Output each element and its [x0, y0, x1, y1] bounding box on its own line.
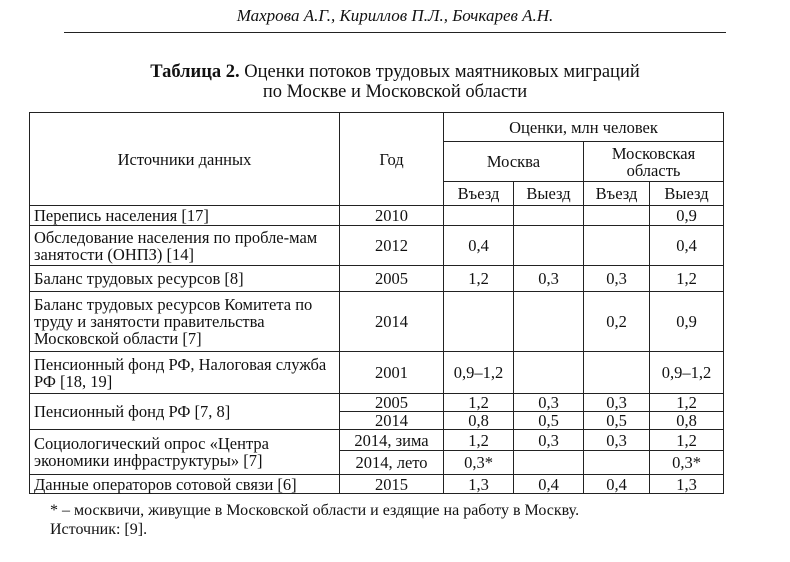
- caption-label: Таблица 2.: [150, 62, 240, 82]
- cell-moscow-exit: [514, 451, 584, 475]
- cell-year: 2012: [340, 226, 444, 266]
- cell-source: Пенсионный фонд РФ, Налоговая служба РФ [18, 19]: [30, 352, 340, 394]
- cell-region-entry: 0,2: [584, 292, 650, 352]
- cell-moscow-entry: 0,3*: [444, 451, 514, 475]
- cell-region-exit: 0,9: [650, 206, 724, 226]
- cell-year: 2005: [340, 266, 444, 292]
- caption-title-1: Оценки потоков трудовых маятниковых миграций: [244, 62, 640, 82]
- header-moscow: Москва: [444, 142, 584, 182]
- cell-moscow-entry: 0,4: [444, 226, 514, 266]
- cell-year: 2014, зима: [340, 430, 444, 451]
- table-row: [30, 226, 724, 266]
- cell-region-entry: 0,4: [584, 475, 650, 494]
- cell-region-exit: 0,9–1,2: [650, 352, 724, 394]
- cell-year: 2010: [340, 206, 444, 226]
- cell-moscow-entry: 1,2: [444, 394, 514, 412]
- header-rule: [64, 32, 726, 33]
- cell-region-entry: [584, 226, 650, 266]
- cell-moscow-entry: 1,2: [444, 266, 514, 292]
- cell-region-exit: 0,8: [650, 412, 724, 430]
- cell-moscow-exit: 0,3: [514, 430, 584, 451]
- cell-moscow-entry: [444, 206, 514, 226]
- cell-region-exit: 1,2: [650, 430, 724, 451]
- header-sources: Источники данных: [30, 113, 340, 206]
- cell-moscow-exit: 0,3: [514, 266, 584, 292]
- cell-region-exit: 0,3*: [650, 451, 724, 475]
- cell-moscow-exit: [514, 226, 584, 266]
- table-row: [30, 430, 724, 451]
- table-row: [30, 394, 724, 412]
- source-note: Источник: [9].: [50, 521, 148, 538]
- cell-region-entry: 0,3: [584, 266, 650, 292]
- header-moscow-entry: Въезд: [444, 182, 514, 206]
- cell-moscow-exit: 0,4: [514, 475, 584, 494]
- header-region-exit: Выезд: [650, 182, 724, 206]
- cell-year: 2014, лето: [340, 451, 444, 475]
- table-notes: [50, 501, 750, 539]
- caption-line-1: [0, 62, 790, 82]
- header-estimates: Оценки, млн человек: [444, 113, 724, 142]
- cell-source: Баланс трудовых ресурсов [8]: [30, 266, 340, 292]
- cell-year: 2001: [340, 352, 444, 394]
- cell-region-entry: [584, 352, 650, 394]
- cell-region-exit: 1,2: [650, 266, 724, 292]
- migration-table: [29, 112, 724, 494]
- cell-source: Перепись населения [17]: [30, 206, 340, 226]
- cell-moscow-exit: [514, 206, 584, 226]
- table-caption: [0, 62, 790, 102]
- table-row: [30, 475, 724, 494]
- header-year: Год: [340, 113, 444, 206]
- caption-title-2: по Москве и Московской области: [262, 82, 528, 102]
- cell-region-exit: 1,2: [650, 394, 724, 412]
- header-region-entry: Въезд: [584, 182, 650, 206]
- cell-moscow-entry: 0,8: [444, 412, 514, 430]
- cell-source: Данные операторов сотовой связи [6]: [30, 475, 340, 494]
- cell-region-entry: 0,5: [584, 412, 650, 430]
- cell-source: Социологический опрос «Центра экономики инфраструктуры» [7]: [30, 430, 340, 475]
- cell-source: Обследование населения по пробле-мам занятости (ОНПЗ) [14]: [30, 226, 340, 266]
- cell-moscow-exit: [514, 292, 584, 352]
- cell-moscow-exit: [514, 352, 584, 394]
- cell-region-exit: 0,4: [650, 226, 724, 266]
- cell-moscow-entry: [444, 292, 514, 352]
- cell-source: Баланс трудовых ресурсов Комитета по труду и занятости правительства Московской области [7]: [30, 292, 340, 352]
- cell-region-entry: 0,3: [584, 430, 650, 451]
- cell-region-exit: 1,3: [650, 475, 724, 494]
- table-row: [30, 292, 724, 352]
- cell-year: 2014: [340, 292, 444, 352]
- cell-moscow-exit: 0,5: [514, 412, 584, 430]
- table-row: [30, 206, 724, 226]
- cell-moscow-entry: 1,2: [444, 430, 514, 451]
- cell-region-entry: [584, 206, 650, 226]
- header-region: Московская область: [584, 142, 724, 182]
- cell-year: 2005: [340, 394, 444, 412]
- header-moscow-exit: Выезд: [514, 182, 584, 206]
- footnote: * – москвичи, живущие в Московской области и ездящие на работу в Москву.: [50, 502, 580, 519]
- cell-region-exit: 0,9: [650, 292, 724, 352]
- cell-year: 2014: [340, 412, 444, 430]
- cell-region-entry: 0,3: [584, 394, 650, 412]
- cell-moscow-entry: 1,3: [444, 475, 514, 494]
- cell-region-entry: [584, 451, 650, 475]
- cell-source: Пенсионный фонд РФ [7, 8]: [30, 394, 340, 430]
- table-row: [30, 266, 724, 292]
- cell-year: 2015: [340, 475, 444, 494]
- cell-moscow-entry: 0,9–1,2: [444, 352, 514, 394]
- table-row: [30, 352, 724, 394]
- cell-moscow-exit: 0,3: [514, 394, 584, 412]
- running-head: Махрова А.Г., Кириллов П.Л., Бочкарев А.Н.: [236, 6, 554, 25]
